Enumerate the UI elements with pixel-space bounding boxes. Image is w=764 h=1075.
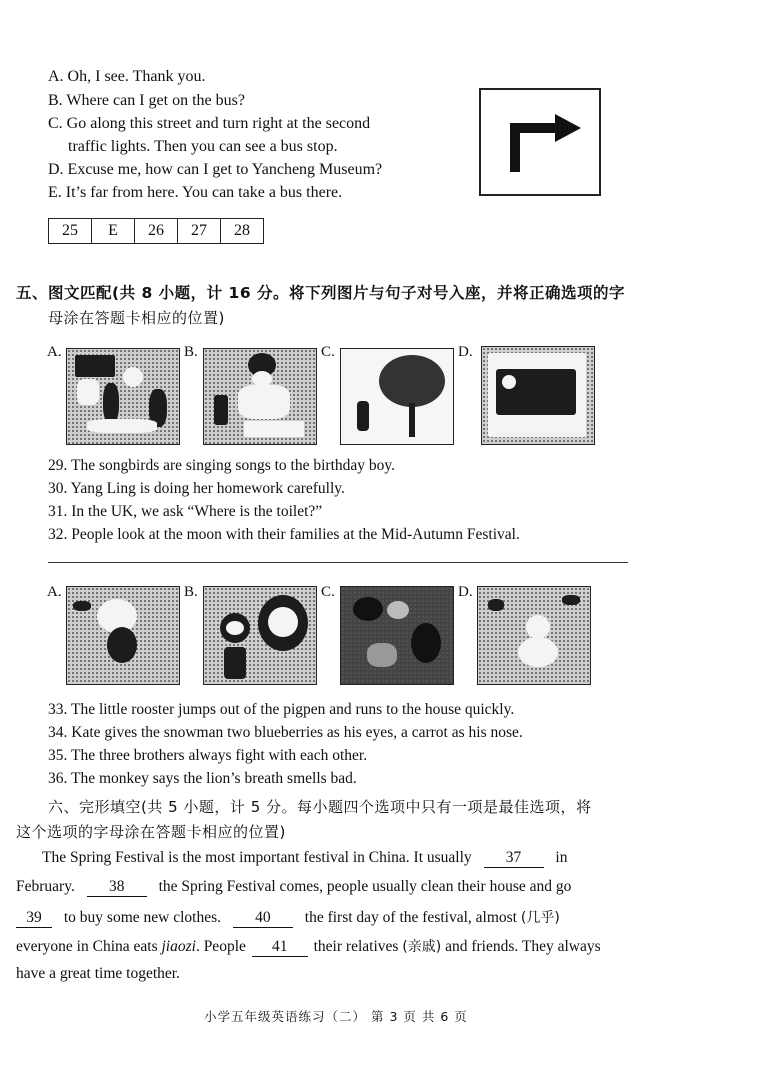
cloze-line-2 — [16, 878, 571, 897]
question-36: 36. The monkey says the lion’s breath smells bad. — [48, 770, 357, 787]
cloze-text: the first day of the festival, almost — [304, 909, 517, 926]
picture-label-c: C. — [321, 584, 335, 600]
dialog-option-c-cont: traffic lights. Then you can see a bus stop. — [68, 138, 338, 155]
picture-label-a: A. — [47, 344, 62, 360]
cloze-text: February. — [16, 878, 75, 895]
question-33: 33. The little rooster jumps out of the pigpen and runs to the house quickly. — [48, 701, 515, 718]
dialog-option-a: A. Oh, I see. Thank you. — [48, 68, 206, 85]
picture-2d-snowman — [477, 586, 591, 685]
picture-2a-rooster — [66, 586, 180, 685]
blank-41: 41 — [252, 938, 308, 957]
section6-title-cont: 这个选项的字母涂在答题卡相应的位置) — [16, 823, 286, 841]
section6-title: 六、完形填空(共 5 小题，计 5 分。每小题四个选项中只有一项是最佳选项，将 — [48, 798, 592, 816]
answer-table — [48, 218, 264, 244]
cloze-gloss: (亲戚) — [402, 939, 442, 955]
picture-label-d: D. — [458, 584, 473, 600]
picture-2c-brothers — [340, 586, 454, 685]
cloze-text: . People — [195, 938, 246, 955]
cloze-text: their relatives — [313, 938, 399, 955]
picture-1a-family — [66, 348, 180, 445]
answer-cell: 26 — [135, 219, 178, 244]
cloze-line-1 — [42, 849, 567, 868]
answer-cell: 25 — [49, 219, 92, 244]
answer-cell: E — [92, 219, 135, 244]
cloze-text: everyone in China eats — [16, 938, 158, 955]
picture-label-d: D. — [458, 344, 473, 360]
question-31: 31. In the UK, we ask “Where is the toilet?” — [48, 503, 323, 520]
blank-38: 38 — [87, 878, 147, 897]
picture-label-a: A. — [47, 584, 62, 600]
question-30: 30. Yang Ling is doing her homework carefully. — [48, 480, 345, 497]
blank-40: 40 — [233, 909, 293, 928]
blank-37: 37 — [484, 849, 544, 868]
cloze-text: the Spring Festival comes, people usually clean their house and go — [158, 878, 572, 895]
picture-label-b: B. — [184, 344, 198, 360]
cloze-line-4 — [16, 936, 601, 957]
picture-label-b: B. — [184, 584, 198, 600]
cloze-line-5: have a great time together. — [16, 965, 180, 982]
section5-title: 五、图文匹配(共 8 小题，计 16 分。将下列图片与句子对号入座，并将正确选项的字 — [16, 284, 626, 302]
picture-label-c: C. — [321, 344, 335, 360]
question-32: 32. People look at the moon with their families at the Mid-Autumn Festival. — [48, 526, 520, 543]
answer-cell: 28 — [221, 219, 264, 244]
picture-1b-homework — [203, 348, 317, 445]
picture-1c-tree — [340, 348, 454, 445]
dialog-option-b: B. Where can I get on the bus? — [48, 92, 245, 109]
cloze-text: and friends. They always — [445, 938, 601, 955]
question-35: 35. The three brothers always fight with each other. — [48, 747, 368, 764]
dialog-option-e: E. It’s far from here. You can take a bus there. — [48, 184, 343, 201]
turn-right-sign — [479, 88, 601, 196]
cloze-text: The Spring Festival is the most important festival in China. It usually — [42, 849, 472, 866]
question-34: 34. Kate gives the snowman two blueberries as his eyes, a carrot as his nose. — [48, 724, 523, 741]
cloze-text: in — [555, 849, 568, 866]
cloze-line-3 — [16, 907, 560, 928]
dialog-option-d: D. Excuse me, how can I get to Yancheng Museum? — [48, 161, 383, 178]
dialog-option-c: C. Go along this street and turn right at the second — [48, 115, 371, 132]
divider-line — [48, 562, 628, 563]
page-footer: 小学五年级英语练习（二） 第 3 页 共 6 页 — [204, 1009, 468, 1024]
cloze-text: to buy some new clothes. — [63, 909, 222, 926]
blank-39: 39 — [16, 909, 52, 928]
cloze-gloss: (几乎) — [520, 910, 560, 926]
answer-cell: 27 — [178, 219, 221, 244]
turn-right-arrow-icon — [481, 90, 599, 194]
picture-2b-lion-monkey — [203, 586, 317, 685]
picture-1d-moon — [481, 346, 595, 445]
cloze-italic-word: jiaozi — [161, 938, 196, 955]
question-29: 29. The songbirds are singing songs to the birthday boy. — [48, 457, 395, 474]
section5-title-cont: 母涂在答题卡相应的位置) — [48, 309, 225, 327]
